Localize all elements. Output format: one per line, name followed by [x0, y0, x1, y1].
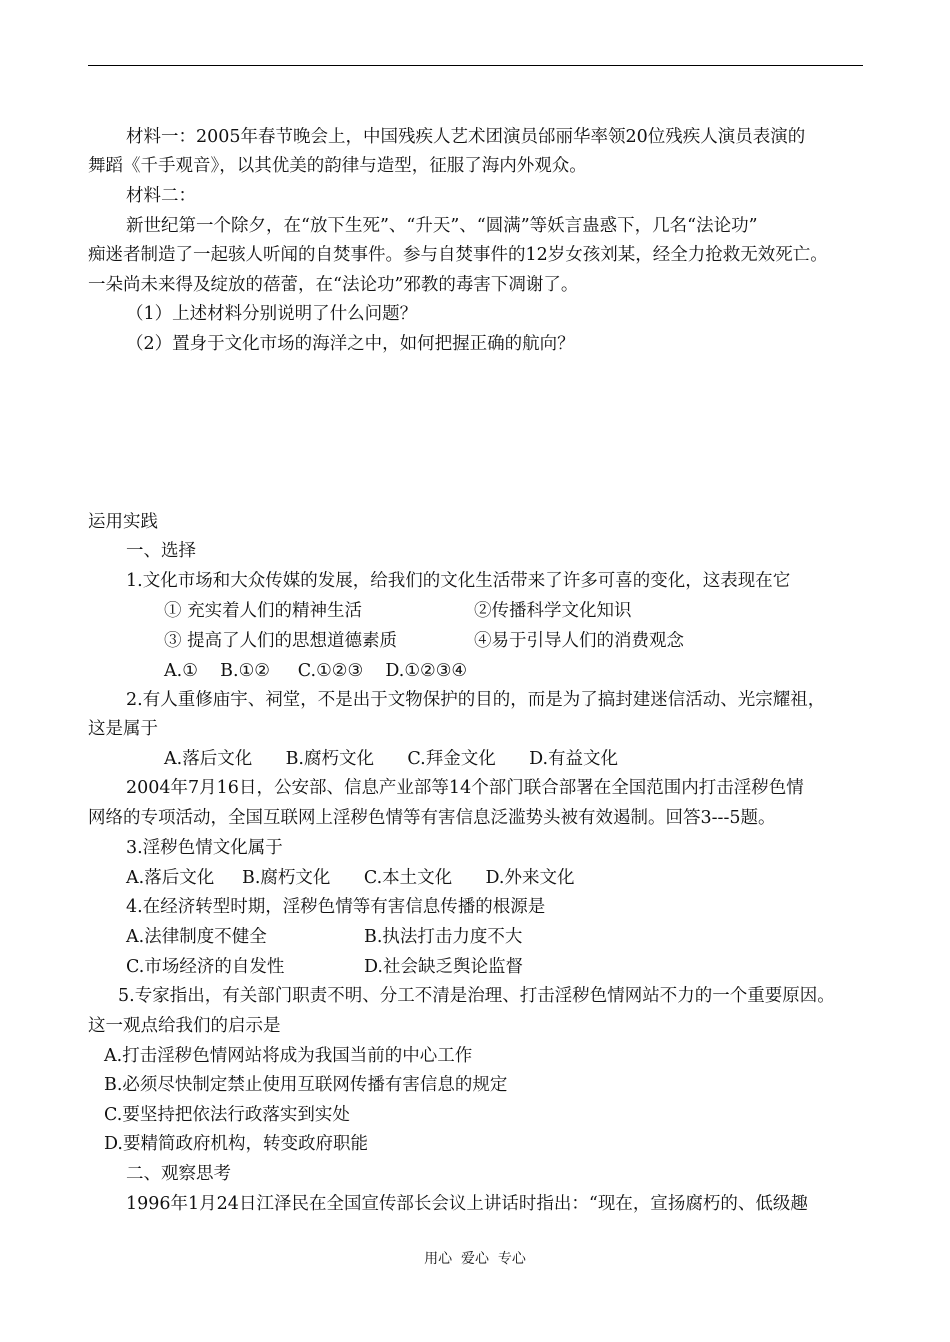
item-3-stem: 3.淫秽色情文化属于: [126, 838, 283, 858]
section-one-title: 一、选择: [126, 541, 196, 561]
question-1: （1）上述材料分别说明了什么问题？: [126, 304, 418, 324]
item-3-choices: A.落后文化 B.腐朽文化 C.本土文化 D.外来文化: [126, 868, 575, 888]
material-two-line-3: 一朵尚未来得及绽放的蓓蕾，在“法论功”邪教的毒害下凋谢了。: [88, 275, 579, 295]
material-one-line-1: 材料一：2005年春节晚会上，中国残疾人艺术团演员邰丽华率领20位残疾人演员表演的: [126, 127, 806, 147]
item-2-stem-2: 这是属于: [88, 719, 158, 739]
section-two-title: 二、观察思考: [126, 1164, 231, 1184]
question-2: （2）置身于文化市场的海洋之中，如何把握正确的航向？: [126, 334, 575, 354]
item-1-option-1: ① 充实着人们的精神生活: [164, 601, 363, 621]
section-two-line-1: 1996年1月24日江泽民在全国宣传部长会议上讲话时指出：“现在，宣扬腐朽的、低级趣: [126, 1194, 808, 1214]
item-1-option-4: ④易于引导人们的消费观念: [474, 631, 684, 651]
item-1-stem: 1.文化市场和大众传媒的发展，给我们的文化生活带来了许多可喜的变化，这表现在它: [126, 571, 791, 591]
item-4-stem: 4.在经济转型时期，淫秽色情等有害信息传播的根源是: [126, 897, 546, 917]
material-two-line-2: 痴迷者制造了一起骇人听闻的自焚事件。参与自焚事件的12岁女孩刘某，经全力抢救无效死亡。: [88, 245, 828, 265]
material-one-line-2: 舞蹈《千手观音》，以其优美的韵律与造型，征服了海内外观众。: [88, 156, 587, 176]
item-5-stem-1: 5.专家指出，有关部门职责不明、分工不清是治理、打击淫秽色情网站不力的一个重要原因。: [118, 986, 835, 1006]
material-two-title: 材料二：: [126, 186, 196, 206]
item-4-option-d: D.社会缺乏舆论监督: [364, 957, 523, 977]
intro-line-1: 2004年7月16日，公安部、信息产业部等14个部门联合部署在全国范围内打击淫秽色情: [126, 778, 804, 798]
item-2-choices: A.落后文化 B.腐朽文化 C.拜金文化 D.有益文化: [164, 749, 619, 769]
item-2-stem-1: 2.有人重修庙宇、祠堂，不是出于文物保护的目的，而是为了搞封建迷信活动、光宗耀祖，: [126, 690, 826, 710]
item-5-option-d: D.要精简政府机构，转变政府职能: [104, 1134, 368, 1154]
item-4-option-c: C.市场经济的自发性: [126, 957, 285, 977]
page-footer: 用心 爱心 专心: [424, 1251, 526, 1267]
intro-line-2: 网络的专项活动，全国互联网上淫秽色情等有害信息泛滥势头被有效遏制。回答3---5题。: [88, 808, 776, 828]
item-5-option-b: B.必须尽快制定禁止使用互联网传播有害信息的规定: [104, 1075, 508, 1095]
item-1-choices: A.① B.①② C.①②③ D.①②③④: [164, 661, 468, 681]
item-1-option-2: ②传播科学文化知识: [474, 601, 632, 621]
item-1-option-3: ③ 提高了人们的思想道德素质: [164, 631, 398, 651]
header-rule: [88, 65, 863, 66]
item-4-option-a: A.法律制度不健全: [126, 927, 267, 947]
item-5-option-a: A.打击淫秽色情网站将成为我国当前的中心工作: [104, 1046, 473, 1066]
section-heading: 运用实践: [88, 512, 158, 532]
item-5-option-c: C.要坚持把依法行政落实到实处: [104, 1105, 350, 1125]
item-5-stem-2: 这一观点给我们的启示是: [88, 1016, 281, 1036]
item-4-option-b: B.执法打击力度不大: [364, 927, 523, 947]
material-two-line-1: 新世纪第一个除夕，在“放下生死”、“升天”、“圆满”等妖言蛊惑下，几名“法论功”: [126, 216, 758, 236]
